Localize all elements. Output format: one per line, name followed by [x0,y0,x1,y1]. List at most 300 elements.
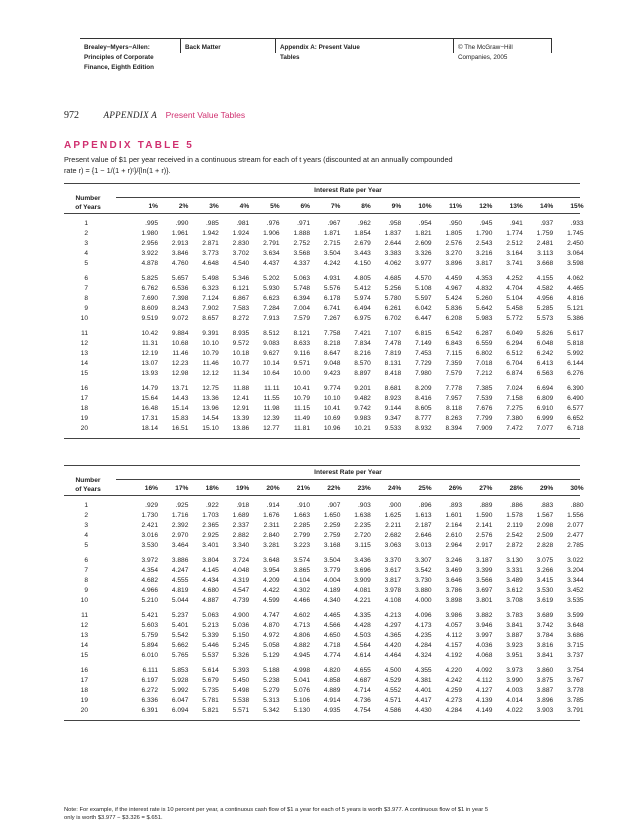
value-cell: 3.331 [506,567,523,574]
value-cell: 2.872 [506,542,523,549]
appendix-name [280,43,380,63]
table-row [64,576,584,586]
value-cell: 13.96 [202,405,219,412]
value-cell: 4.832 [475,285,493,292]
value-cell: 3.270 [445,250,462,257]
value-cell: 6.809 [536,395,554,402]
value-cell: 7.115 [445,350,462,357]
value-cell: 7.158 [506,395,523,402]
value-cell: 4.858 [323,677,341,684]
value-cell: 4.820 [323,667,341,674]
value-cell: 8.609 [141,305,158,312]
value-cell: 4.614 [354,652,371,659]
value-cell: 6.294 [506,340,523,347]
rate-header: 1% [148,203,158,210]
table-row [64,424,584,434]
value-cell: 10.79 [293,395,310,402]
rate-header: 23% [357,485,371,492]
table-row [64,501,584,511]
value-cell: 3.887 [536,687,554,694]
value-cell: 2.365 [202,522,219,529]
value-cell: 4.586 [384,707,402,714]
value-cell: 12.23 [171,360,189,367]
value-cell: 5.285 [536,305,554,312]
caption-line: rate r) = {1 − 1/(1 + r)ᵗ}/{ln(1 + r)}. [64,166,171,175]
value-cell: 3.783 [506,612,523,619]
value-cell: 2.720 [354,532,371,539]
rate-header: 18% [205,485,219,492]
value-cell: 6.843 [445,340,462,347]
value-cell: 8.263 [445,415,462,422]
value-cell: 5.642 [475,305,493,312]
value-cell: 4.108 [384,597,402,604]
value-cell: 5.538 [232,697,250,704]
value-cell: 7.359 [445,360,462,367]
value-cell: .903 [357,502,371,509]
value-cell: 6.042 [415,305,432,312]
value-cell: 3.841 [506,622,523,629]
years-cell: 16 [80,385,88,392]
value-cell: 2.576 [445,240,462,247]
value-cell: .918 [236,502,250,509]
rate-header: 9% [391,203,402,210]
value-cell: 5.657 [171,275,189,282]
value-cell: 9.391 [202,330,219,337]
value-cell: 14.79 [141,385,158,392]
value-cell: 6.718 [567,425,584,432]
table-row [64,329,584,339]
value-cell: 4.139 [475,697,493,704]
value-cell: 8.897 [354,370,371,377]
book-title-line: Principles of Corporate [84,54,154,61]
table-rule [64,720,580,721]
value-cell: 8.394 [445,425,462,432]
value-cell: 4.112 [445,632,462,639]
value-cell: 3.612 [506,587,523,594]
value-cell: 6.652 [567,415,584,422]
table-row [64,621,584,631]
value-cell: 4.213 [384,612,402,619]
value-cell: 15.10 [202,425,219,432]
value-cell: .914 [266,502,280,509]
value-cell: 4.972 [263,632,280,639]
years-header [64,194,112,212]
value-cell: 14.54 [202,415,219,422]
value-cell: 9.482 [354,395,371,402]
value-cell: 5.780 [384,295,402,302]
value-cell: 12.41 [232,395,250,402]
value-cell: 3.951 [506,652,523,659]
value-cell: 5.679 [202,677,219,684]
value-cell: 4.189 [323,587,341,594]
value-cell: 7.909 [475,425,493,432]
table-note [64,806,580,822]
value-cell: 4.459 [445,275,462,282]
value-cell: 5.342 [263,707,280,714]
value-cell: 11.81 [293,425,310,432]
rate-header: 13% [509,203,523,210]
value-cell: 1.821 [415,230,432,237]
years-cell: 7 [84,285,88,292]
value-cell: 5.821 [202,707,219,714]
value-cell: 5.041 [293,677,310,684]
value-cell: 5.108 [415,285,432,292]
value-cell: 3.997 [475,632,493,639]
rate-header: 25% [418,485,432,492]
value-cell: 5.106 [293,697,310,704]
appendix-name-line: Tables [280,54,300,61]
value-cell: .945 [479,220,493,227]
rate-header: 29% [539,485,554,492]
value-cell: 1.805 [445,230,462,237]
value-cell: 3.113 [537,250,554,257]
table-rule [116,197,580,198]
value-cell: 3.489 [506,577,523,584]
value-cell: 2.925 [202,532,219,539]
rate-header: 12% [479,203,493,210]
years-cell: 15 [80,370,88,377]
value-cell: 4.718 [323,642,341,649]
years-cell: 14 [80,642,88,649]
value-cell: 7.018 [475,360,493,367]
value-cell: 4.806 [293,632,310,639]
value-cell: 3.504 [323,250,341,257]
table-rule [64,465,580,466]
header-divider [275,39,276,53]
value-cell: 9.144 [384,405,402,412]
rate-header: 8% [361,203,371,210]
value-cell: 5.818 [567,340,584,347]
value-cell: 3.697 [475,587,493,594]
years-cell: 6 [84,275,88,282]
value-cell: 4.570 [415,275,432,282]
value-cell: 6.762 [141,285,158,292]
value-cell: 6.047 [171,697,189,704]
value-cell: 8.121 [293,330,310,337]
value-cell: 4.599 [263,597,280,604]
value-cell: 3.013 [415,542,432,549]
value-cell: 1.942 [202,230,219,237]
value-cell: 3.266 [536,567,554,574]
value-cell: 5.573 [536,315,554,322]
value-cell: 3.344 [567,577,584,584]
value-cell: 5.853 [171,667,189,674]
value-cell: 6.394 [293,295,310,302]
value-cell: 9.571 [293,360,310,367]
value-cell: 12.98 [171,370,189,377]
value-cell: 5.386 [567,315,584,322]
value-cell: 2.285 [293,522,310,529]
value-cell: 6.542 [445,330,462,337]
value-cell: 11.15 [293,405,310,412]
value-cell: 3.737 [567,652,584,659]
value-cell: .910 [297,502,310,509]
value-cell: 4.127 [475,687,493,694]
value-cell: 7.690 [141,295,158,302]
value-cell: 5.393 [232,667,250,674]
value-cell: 15.64 [141,395,158,402]
value-cell: 12.75 [202,385,219,392]
value-cell: 7.284 [263,305,280,312]
value-cell: 5.894 [141,642,158,649]
value-cell: 3.187 [475,557,493,564]
value-cell: 5.121 [567,305,584,312]
value-cell: 12.91 [232,405,250,412]
value-cell: 4.247 [171,567,189,574]
value-cell: 4.149 [475,707,493,714]
value-cell: 9.519 [141,315,158,322]
value-cell: 5.245 [232,642,250,649]
value-cell: 7.778 [445,385,462,392]
value-cell: 7.539 [475,395,493,402]
value-cell: 5.424 [445,295,462,302]
value-cell: 3.246 [445,557,462,564]
value-cell: 5.326 [232,652,250,659]
value-cell: 4.870 [263,622,280,629]
value-cell: 3.817 [384,577,402,584]
value-cell: 4.355 [415,667,432,674]
copyright [458,43,548,63]
value-cell: 1.906 [263,230,280,237]
value-cell: .958 [388,220,402,227]
value-cell: 7.583 [232,305,250,312]
value-cell: 5.279 [263,687,280,694]
value-cell: 5.260 [475,295,493,302]
value-cell: 5.765 [171,652,189,659]
value-cell: 5.617 [567,330,584,337]
value-cell: 2.830 [232,240,250,247]
value-cell: 16.48 [141,405,158,412]
value-cell: 7.729 [415,360,432,367]
value-cell: .990 [175,220,189,227]
value-cell: 4.284 [415,642,432,649]
value-cell: 10.42 [141,330,158,337]
value-cell: 10.79 [202,350,219,357]
years-cell: 14 [80,360,88,367]
value-cell: 7.004 [293,305,310,312]
value-cell: 3.742 [536,622,554,629]
value-cell: 4.365 [384,632,402,639]
value-cell: 9.742 [354,405,371,412]
rate-header-row [116,203,584,213]
value-cell: 3.730 [415,577,432,584]
value-cell: 4.465 [567,285,584,292]
table-row [64,274,584,284]
value-cell: 2.871 [202,240,219,247]
table-row [64,556,584,566]
value-cell: 3.841 [536,652,554,659]
value-cell: 3.689 [536,612,554,619]
value-cell: 5.772 [506,315,523,322]
value-cell: 3.598 [567,260,584,267]
value-cell: 3.130 [506,557,523,564]
table-row [64,294,584,304]
table-row [64,359,584,369]
value-cell: 4.889 [323,687,341,694]
table-row [64,249,584,259]
running-head [64,110,245,121]
value-cell: 12.12 [202,370,219,377]
table-row [64,676,584,686]
table-row [64,706,584,716]
table-row [64,696,584,706]
value-cell: 6.867 [232,295,250,302]
value-cell: 6.623 [263,295,280,302]
value-cell: 6.494 [354,305,371,312]
value-cell: 6.975 [354,315,371,322]
value-cell: 4.319 [232,577,250,584]
value-cell: 3.990 [506,677,523,684]
value-cell: 1.590 [475,512,493,519]
book-title-line: Finance, Eighth Edition [84,64,154,71]
years-cell: 11 [81,612,88,619]
rate-header: 7% [330,203,341,210]
value-cell: 3.977 [415,260,432,267]
years-header [64,476,112,494]
value-cell: 4.092 [475,667,493,674]
rate-header: 5% [270,203,280,210]
appendix-label: APPENDIX A [103,110,158,120]
value-cell: 4.302 [293,587,310,594]
years-cell: 1 [84,502,88,509]
value-cell: 2.337 [232,522,250,529]
value-cell: 5.748 [293,285,310,292]
value-cell: 5.237 [171,612,189,619]
years-cell: 2 [84,230,88,237]
value-cell: 11.49 [293,415,310,422]
value-cell: 1.638 [354,512,371,519]
value-cell: 2.785 [567,542,584,549]
rate-header: 30% [570,485,584,492]
value-cell: 1.663 [293,512,310,519]
value-cell: .971 [297,220,310,227]
value-cell: 5.537 [202,652,219,659]
table-row [64,404,584,414]
value-cell: 8.935 [232,330,250,337]
value-cell: .976 [266,220,280,227]
value-cell: 10.10 [202,340,219,347]
value-cell: 7.212 [475,370,493,377]
rate-header: 14% [539,203,554,210]
value-cell: 7.478 [384,340,402,347]
value-cell: 3.063 [384,542,402,549]
value-cell: 12.39 [263,415,280,422]
value-cell: .981 [236,220,250,227]
value-cell: 1.774 [506,230,523,237]
value-cell: 3.778 [567,687,584,694]
value-cell: 1.556 [567,512,584,519]
table-rule [116,479,580,480]
value-cell: 5.836 [445,305,462,312]
value-cell: 9.423 [323,370,341,377]
value-cell: 4.564 [354,642,371,649]
value-cell: 8.209 [415,385,432,392]
value-cell: 10.14 [263,360,280,367]
value-cell: .933 [570,220,584,227]
years-cell: 4 [84,250,88,257]
value-cell: 4.401 [415,687,432,694]
table-row [64,349,584,359]
value-cell: 4.887 [202,597,219,604]
value-cell: 8.118 [445,405,462,412]
value-cell: 11.46 [172,350,189,357]
value-cell: 4.048 [232,567,250,574]
table-row [64,219,584,229]
value-cell: 4.297 [384,622,402,629]
value-cell: 8.131 [384,360,402,367]
value-cell: 5.781 [202,697,219,704]
value-cell: 11.34 [233,370,250,377]
book-title [84,43,172,73]
value-cell: 5.571 [232,707,250,714]
value-cell: 9.983 [354,415,371,422]
value-cell: 9.572 [232,340,250,347]
value-cell: 3.646 [445,577,462,584]
value-cell: 4.685 [384,275,402,282]
value-cell: 4.220 [445,667,462,674]
value-cell: 13.36 [202,395,219,402]
table-row [64,596,584,606]
value-cell: 5.129 [263,652,280,659]
value-cell: 3.801 [475,597,493,604]
value-cell: 4.900 [232,612,250,619]
value-cell: 3.648 [263,557,280,564]
value-cell: 4.648 [202,260,219,267]
value-cell: 4.566 [323,622,341,629]
value-cell: 3.715 [567,642,584,649]
value-cell: 3.535 [567,597,584,604]
value-cell: 5.063 [202,612,219,619]
value-cell: 5.412 [354,285,371,292]
rate-header-row [116,485,584,495]
value-cell: 4.003 [506,687,523,694]
value-cell: 5.450 [232,677,250,684]
value-cell: 4.816 [567,295,584,302]
years-header-line: of Years [75,486,101,493]
value-cell: 4.687 [354,677,371,684]
value-cell: 7.385 [475,385,493,392]
value-cell: 5.826 [536,330,554,337]
value-cell: 4.081 [354,587,371,594]
value-cell: 4.555 [171,577,189,584]
value-cell: 4.704 [506,285,523,292]
value-cell: 4.602 [293,612,310,619]
value-cell: 6.144 [567,360,584,367]
value-cell: 8.416 [415,395,432,402]
note-line: Note: For example, if the interest rate is 10 percent per year, a continuous cash flow of $1 a year for each of 5 years is worth $3.977. A continuous flow of $1 in year 5 [64,807,489,813]
years-cell: 6 [84,557,88,564]
table-row [64,641,584,651]
value-cell: 1.676 [263,512,280,519]
value-cell: 7.267 [323,315,341,322]
value-cell: 3.860 [536,667,554,674]
value-cell: 8.272 [232,315,250,322]
value-cell: 4.760 [171,260,189,267]
value-cell: 10.77 [232,360,250,367]
value-cell: 9.048 [323,360,341,367]
value-cell: 5.928 [171,677,189,684]
value-cell: 3.436 [354,557,371,564]
value-cell: 4.259 [445,687,462,694]
value-cell: 3.340 [232,542,250,549]
value-cell: 5.983 [475,315,493,322]
value-cell: 4.540 [232,260,250,267]
value-cell: 7.398 [171,295,189,302]
value-cell: 3.923 [506,642,523,649]
value-cell: 3.954 [263,567,280,574]
value-cell: 3.619 [536,597,554,604]
value-cell: 3.281 [263,542,280,549]
